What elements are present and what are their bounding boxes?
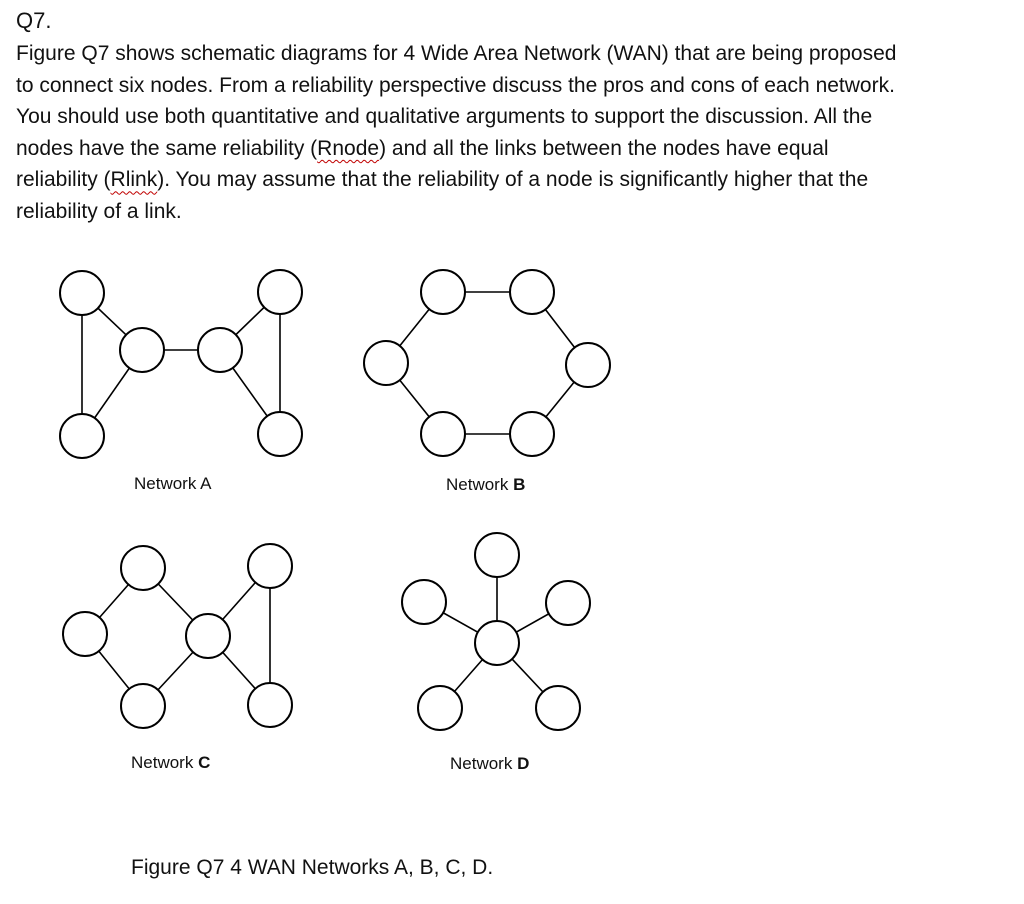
network-link xyxy=(497,603,568,643)
network-link xyxy=(220,350,280,434)
network-node xyxy=(421,412,465,456)
network-a-links xyxy=(82,292,280,436)
question-line xyxy=(16,164,1006,196)
network-letter: A xyxy=(200,474,212,493)
network-link xyxy=(220,292,280,350)
network-link xyxy=(208,636,270,705)
network-node xyxy=(510,270,554,314)
text-run: reliability ( xyxy=(16,168,111,192)
network-c-links xyxy=(85,566,270,706)
network-label-text: Network xyxy=(131,753,194,772)
spellcheck-word: Rlink xyxy=(110,168,158,192)
network-node xyxy=(60,414,104,458)
network-c-nodes xyxy=(63,544,292,728)
network-node xyxy=(198,328,242,372)
network-c-label xyxy=(131,753,210,773)
network-node xyxy=(536,686,580,730)
network-letter: C xyxy=(198,753,211,772)
network-link xyxy=(82,350,142,436)
network-label-text: Network xyxy=(450,754,513,773)
network-node xyxy=(60,271,104,315)
network-node xyxy=(566,343,610,387)
network-d-links xyxy=(424,555,568,708)
network-b-nodes xyxy=(364,270,610,456)
network-d-label xyxy=(450,754,529,774)
question-line: reliability of a link. xyxy=(16,199,182,223)
network-a-label xyxy=(134,474,212,494)
network-link xyxy=(208,566,270,636)
spellcheck-word: Rnode xyxy=(317,136,380,160)
text-run: ). You may assume that the reliability of a node is significantly higher that the xyxy=(157,168,869,192)
network-node xyxy=(248,544,292,588)
network-node xyxy=(258,270,302,314)
network-letter: B xyxy=(513,475,526,494)
network-node xyxy=(121,684,165,728)
network-link xyxy=(532,292,588,365)
question-line xyxy=(16,133,1006,165)
network-node xyxy=(475,533,519,577)
network-node xyxy=(418,686,462,730)
network-link xyxy=(386,363,443,434)
network-letter: D xyxy=(517,754,530,773)
question-line: Figure Q7 shows schematic diagrams for 4 Wide Area Network (WAN) that are being proposed xyxy=(16,42,897,65)
network-b-label xyxy=(446,475,525,495)
network-node xyxy=(63,612,107,656)
network-node xyxy=(402,580,446,624)
network-link xyxy=(532,365,588,434)
network-a-nodes xyxy=(60,270,302,458)
network-node xyxy=(364,341,408,385)
network-label-text: Network xyxy=(134,474,197,493)
network-node xyxy=(510,412,554,456)
text-run: ) and all the links between the nodes have equal xyxy=(379,136,829,160)
question-number: Q7. xyxy=(16,8,52,33)
network-link xyxy=(424,602,497,643)
network-link xyxy=(440,643,497,708)
question-line: You should use both quantitative and qualitative arguments to support the discussion. All the xyxy=(16,105,873,129)
question-text xyxy=(16,38,1006,228)
network-link xyxy=(386,292,443,363)
network-node xyxy=(248,683,292,727)
network-node xyxy=(121,546,165,590)
network-node xyxy=(186,614,230,658)
network-label-text: Network xyxy=(446,475,509,494)
network-link xyxy=(143,636,208,706)
network-node xyxy=(258,412,302,456)
network-link xyxy=(497,643,558,708)
question-line: to connect six nodes. From a reliability perspective discuss the pros and cons of each network. xyxy=(16,73,895,97)
network-node xyxy=(120,328,164,372)
network-node xyxy=(546,581,590,625)
text-run: nodes have the same reliability ( xyxy=(16,136,318,160)
network-link xyxy=(85,634,143,706)
network-link xyxy=(85,568,143,634)
network-link xyxy=(143,568,208,636)
network-link xyxy=(82,293,142,350)
network-d-nodes xyxy=(402,533,590,730)
network-hub-node xyxy=(475,621,519,665)
network-b-links xyxy=(386,292,588,434)
figure-caption: Figure Q7 4 WAN Networks A, B, C, D. xyxy=(131,856,494,879)
network-node xyxy=(421,270,465,314)
